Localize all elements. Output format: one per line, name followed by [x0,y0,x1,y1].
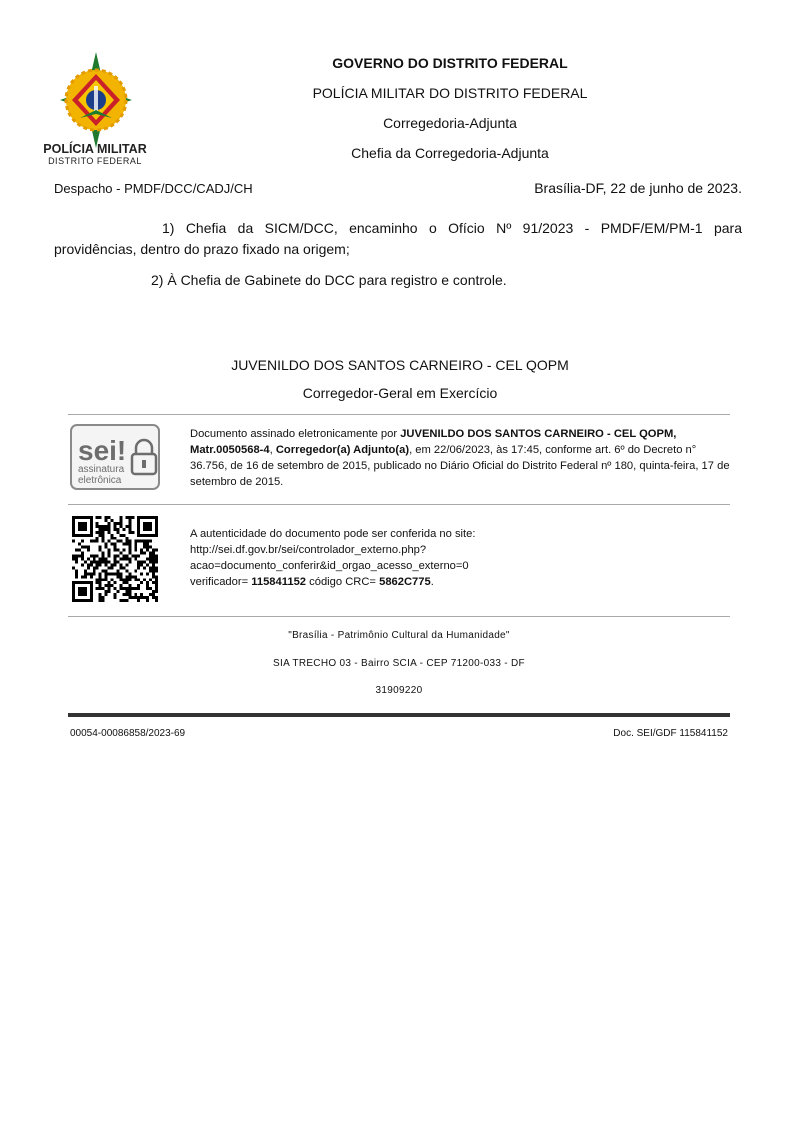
header-government: GOVERNO DO DISTRITO FEDERAL [332,55,568,71]
footer-divider [68,713,730,717]
esig-rest: , em 22/06/2023, às 17:45, conforme art. 6º do Decreto n° 36.756, de 16 de setembro de 2015, publicado no Diário Oficial do Distrito Federal nº 180, quinta-feira, 17 de setembro de 2015. [190,444,730,488]
header-department: Corregedoria-Adjunta [383,115,517,131]
sei-badge-line2: eletrônica [78,475,122,486]
verifier-code: 115841152 [251,576,307,588]
esig-signer: JUVENILDO DOS SANTOS CARNEIRO - CEL QOPM, Matr.0050568-4 [190,428,677,456]
footer-phone: 31909220 [375,685,423,696]
divider [68,414,730,415]
divider [68,504,730,505]
logo-caption-sub: DISTRITO FEDERAL [48,156,142,166]
dispatch-date: Brasília-DF, 22 de junho de 2023. [534,180,742,196]
crc-label: código CRC= [306,576,380,588]
verifier-label: verificador= [190,576,252,588]
signatory-name: JUVENILDO DOS SANTOS CARNEIRO - CEL QOPM [231,357,569,373]
authenticity-text [190,526,730,590]
logo-caption-main: POLÍCIA MILITAR [43,142,147,156]
body-paragraph-1 [54,218,742,260]
auth-end: . [430,576,434,588]
sei-signature-badge [70,424,160,490]
crc-code: 5862C775 [379,576,431,588]
header-unit: Chefia da Corregedoria-Adjunta [351,145,549,161]
auth-url-line-1[interactable]: http://sei.df.gov.br/sei/controlador_externo.php? [190,544,427,556]
dispatch-reference: Despacho - PMDF/DCC/CADJ/CH [54,181,253,196]
divider [68,616,730,617]
document-id: Doc. SEI/GDF 115841152 [613,728,728,739]
sei-badge-line1: assinatura [78,464,125,475]
body-paragraph-2-text: 2) À Chefia de Gabinete do DCC para registro e controle. [151,272,507,288]
header-agency: POLÍCIA MILITAR DO DISTRITO FEDERAL [312,85,588,101]
body-paragraph-2 [54,270,742,291]
auth-url-line-2[interactable]: acao=documento_conferir&id_orgao_acesso_externo=0 [190,560,469,572]
process-number: 00054-00086858/2023-69 [70,728,186,739]
esig-prefix: Documento assinado eletronicamente por [190,428,401,440]
esig-signer-role: Corregedor(a) Adjunto(a) [275,444,410,456]
sei-badge-word: sei! [78,435,127,466]
electronic-signature-text [190,426,730,490]
footer-address: SIA TRECHO 03 - Bairro SCIA - CEP 71200-033 - DF [273,658,525,669]
auth-verifier-line [190,574,730,590]
auth-line-1: A autenticidade do documento pode ser conferida no site: [190,528,476,540]
esig-sep: , [269,444,276,456]
footer-motto: "Brasília - Patrimônio Cultural da Humanidade" [288,630,510,641]
qr-code-icon [72,516,158,602]
signatory-role: Corregedor-Geral em Exercício [302,385,498,401]
body-paragraph-1-text: 1) Chefia da SICM/DCC, encaminho o Ofício Nº 91/2023 - PMDF/EM/PM-1 para providências, dentro do prazo fixado na origem; [54,220,742,257]
